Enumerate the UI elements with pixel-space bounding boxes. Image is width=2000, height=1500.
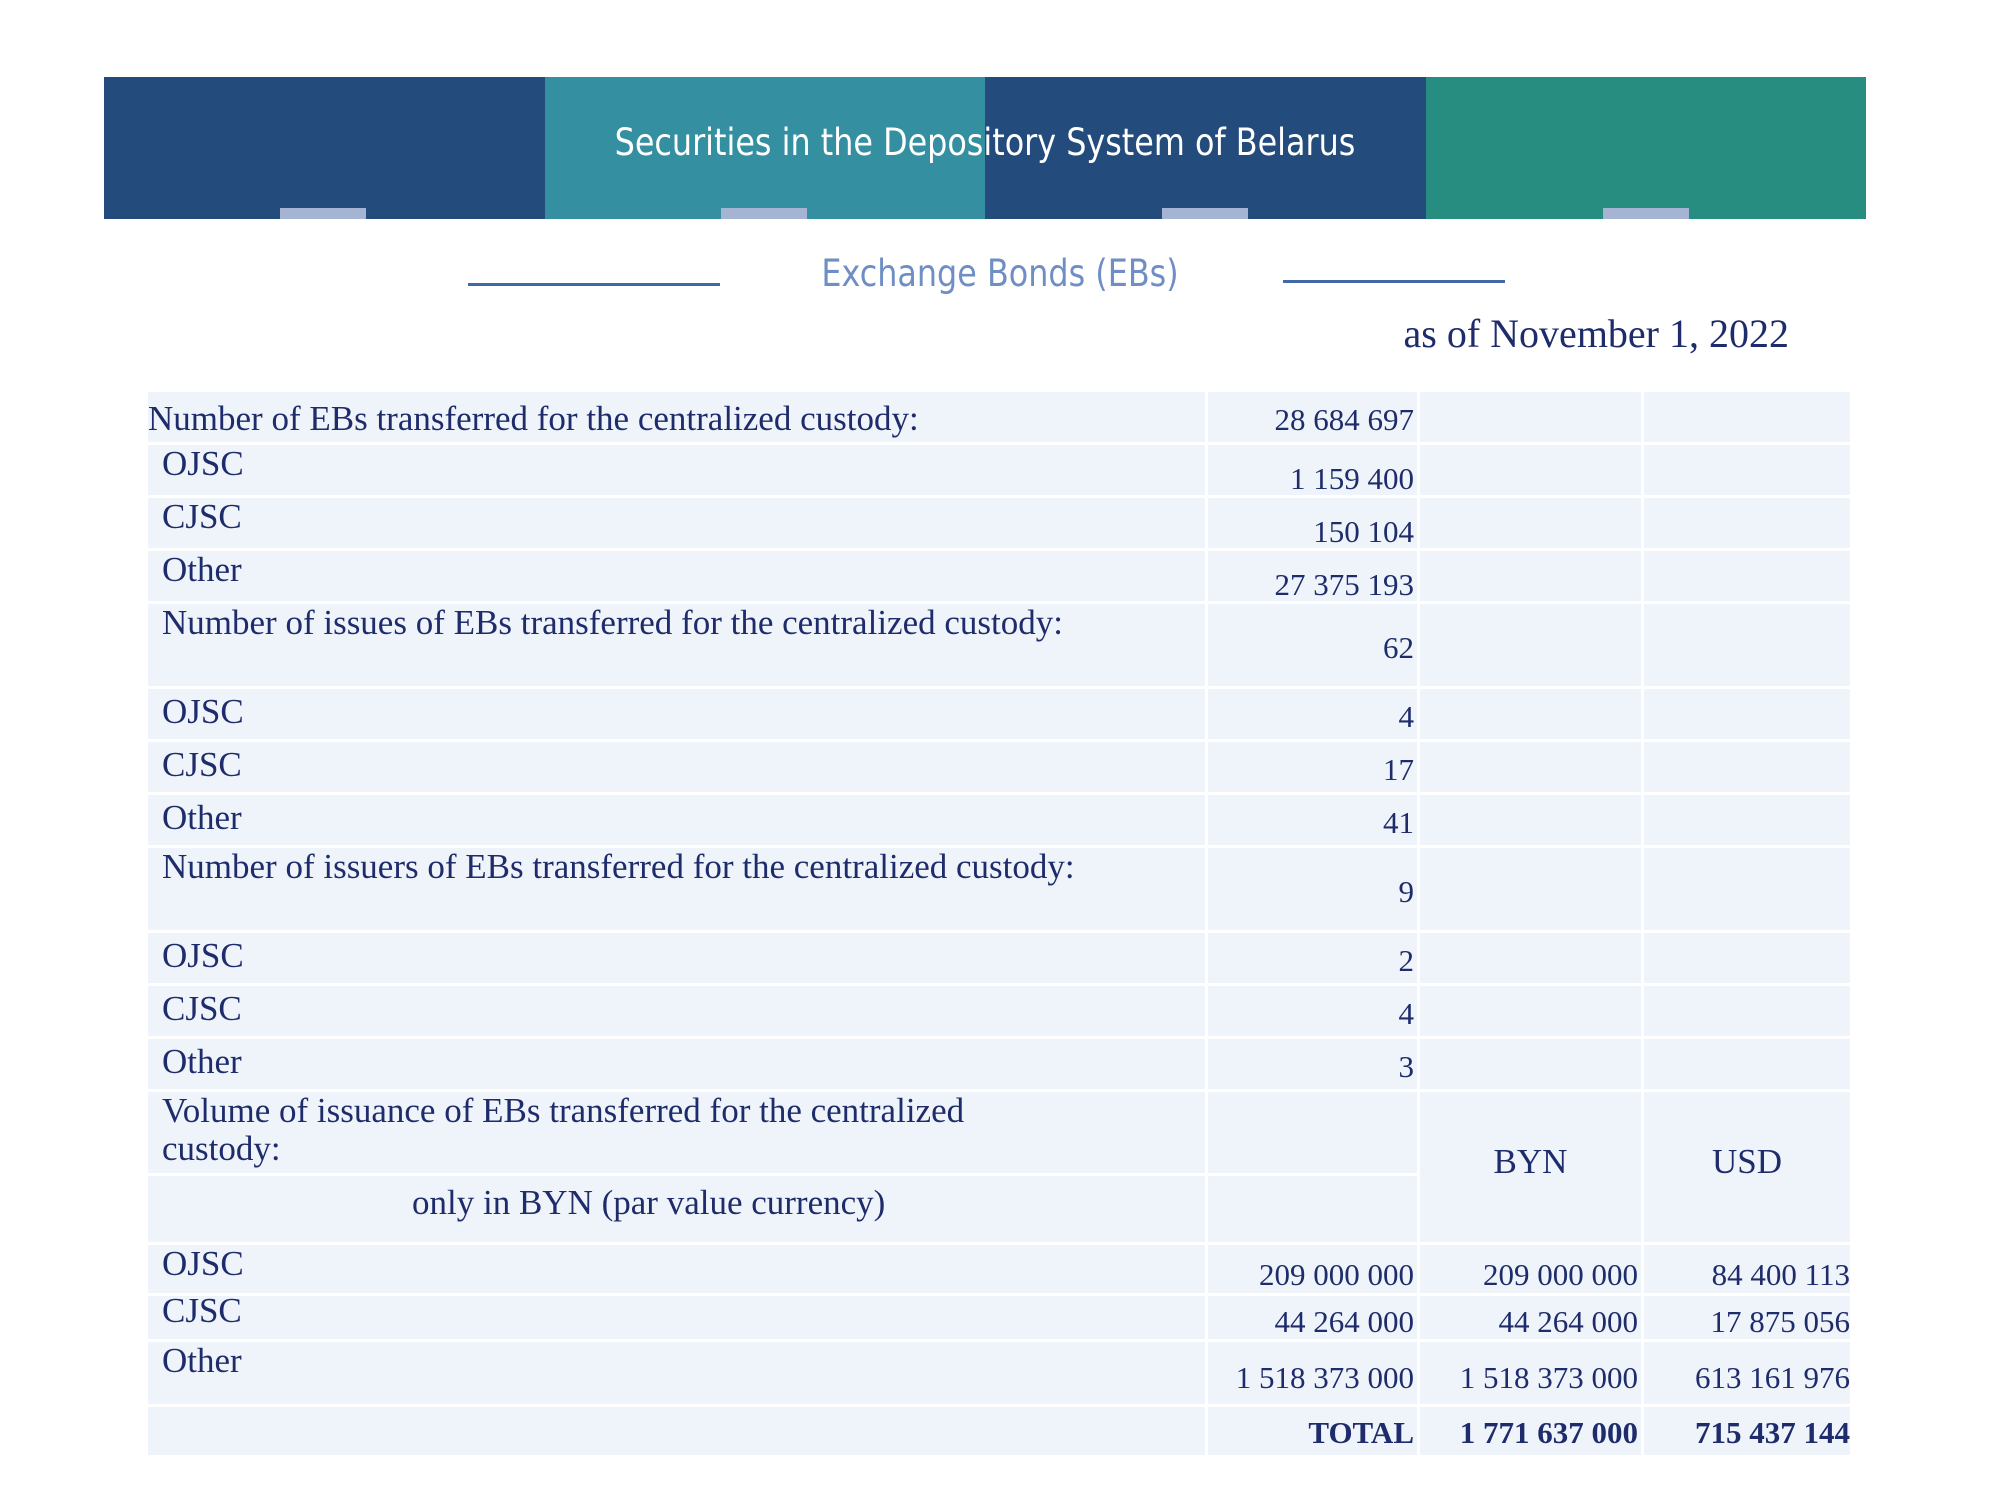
- row-value: 4: [1398, 699, 1414, 734]
- row-value: 3: [1398, 1049, 1414, 1084]
- table-row: [148, 689, 1850, 739]
- row-label: Number of issues of EBs transferred for the centralized custody:: [162, 603, 1063, 642]
- row-value: 17: [1383, 752, 1414, 787]
- table-row: [148, 604, 1850, 686]
- total-label: TOTAL: [1308, 1415, 1414, 1450]
- banner-tab: [280, 208, 366, 219]
- table-row: [148, 392, 1850, 442]
- par-value: 1 518 373 000: [1235, 1360, 1414, 1395]
- usd-value: 17 875 056: [1710, 1304, 1850, 1339]
- row-value: 62: [1383, 630, 1414, 665]
- byn-value: 44 264 000: [1498, 1304, 1638, 1339]
- usd-value: 84 400 113: [1711, 1257, 1850, 1292]
- table-row: [148, 795, 1850, 845]
- table-row: [148, 445, 1850, 495]
- row-label: OJSC: [162, 692, 244, 731]
- row-label: Number of EBs transferred for the centralized custody:: [148, 399, 919, 438]
- total-row: [148, 1407, 1850, 1455]
- row-label: Other: [162, 1042, 242, 1081]
- row-value: 41: [1383, 805, 1414, 840]
- table-row: [148, 551, 1850, 601]
- banner-title: Securities in the Depository System of Belarus: [614, 121, 1356, 164]
- byn-value: 209 000 000: [1483, 1257, 1638, 1292]
- row-value: 9: [1398, 874, 1414, 909]
- table-row: [148, 742, 1850, 792]
- col-header-byn: BYN: [1493, 1142, 1568, 1181]
- table-row: [148, 1039, 1850, 1089]
- volume-header: [148, 1092, 1850, 1242]
- header-banner: [104, 77, 1866, 219]
- row-label: CJSC: [162, 1291, 242, 1330]
- page-subtitle: Exchange Bonds (EBs): [821, 252, 1179, 295]
- eb-table: [148, 392, 1850, 1458]
- table-row: [148, 986, 1850, 1036]
- row-label: Other: [162, 1341, 242, 1380]
- total-byn: 1 771 637 000: [1459, 1415, 1638, 1450]
- volume-label-line2: custody:: [162, 1129, 281, 1168]
- table-row: [148, 1291, 1850, 1339]
- table-row: [148, 848, 1850, 930]
- row-value: 1 159 400: [1290, 461, 1414, 496]
- row-label: OJSC: [162, 444, 244, 483]
- table-row: [148, 1245, 1850, 1293]
- row-label: CJSC: [162, 745, 242, 784]
- table-row: [148, 1342, 1850, 1404]
- row-label: Other: [162, 798, 242, 837]
- table-row: [148, 933, 1850, 983]
- banner-tab: [721, 208, 807, 219]
- row-value: 150 104: [1313, 514, 1414, 549]
- banner-tab: [1603, 208, 1689, 219]
- row-label: OJSC: [162, 1244, 244, 1283]
- par-value: 209 000 000: [1259, 1257, 1414, 1292]
- as-of-date: as of November 1, 2022: [1403, 311, 1789, 356]
- subtitle-rule-right: [1283, 280, 1505, 283]
- col-header-usd: USD: [1711, 1142, 1783, 1181]
- banner-tab: [1162, 208, 1248, 219]
- volume-label-line1: Volume of issuance of EBs transferred for the centralized: [162, 1091, 965, 1130]
- par-value: 44 264 000: [1274, 1304, 1414, 1339]
- row-label: Number of issuers of EBs transferred for the centralized custody:: [162, 847, 1075, 886]
- row-value: 28 684 697: [1274, 402, 1414, 437]
- usd-value: 613 161 976: [1695, 1360, 1850, 1395]
- subtitle-rule-left: [468, 283, 720, 286]
- row-value: 2: [1398, 943, 1414, 978]
- total-usd: 715 437 144: [1695, 1415, 1850, 1450]
- byn-value: 1 518 373 000: [1459, 1360, 1638, 1395]
- volume-sublabel: only in BYN (par value currency): [412, 1183, 886, 1222]
- table-row: [148, 498, 1850, 548]
- row-value: 27 375 193: [1274, 567, 1414, 602]
- row-label: CJSC: [162, 497, 242, 536]
- row-label: OJSC: [162, 936, 244, 975]
- row-label: CJSC: [162, 989, 242, 1028]
- row-label: Other: [162, 550, 242, 589]
- row-value: 4: [1398, 996, 1414, 1031]
